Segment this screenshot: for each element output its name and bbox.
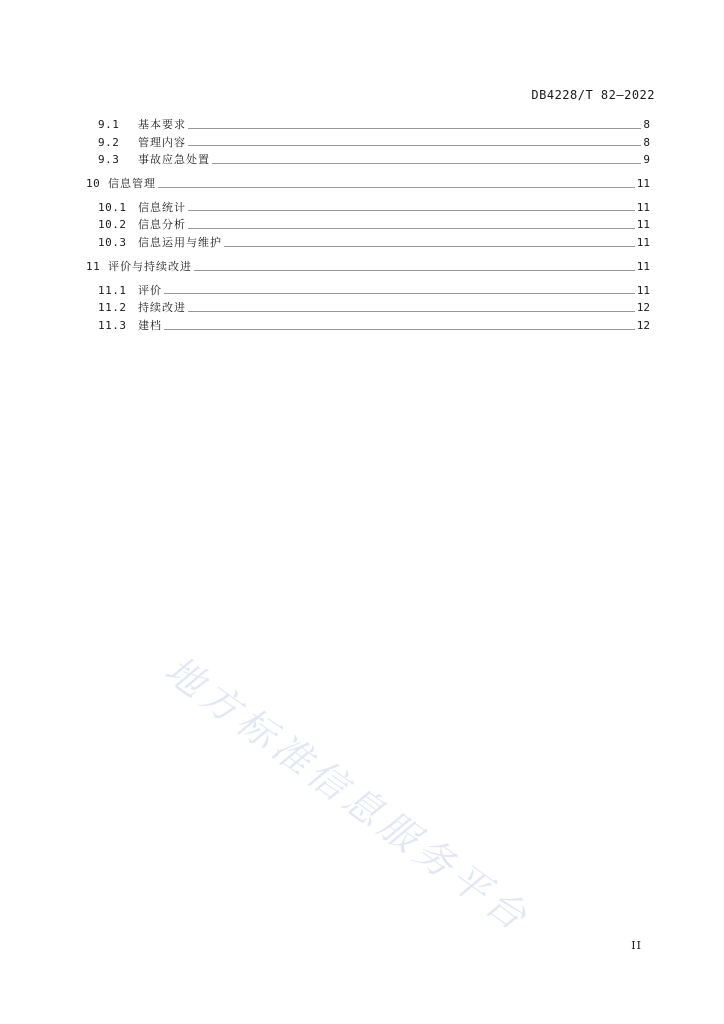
dot-leader: [188, 228, 635, 229]
toc-entry-page: 11: [636, 259, 650, 273]
toc-entry-title: 信息统计: [138, 200, 186, 214]
toc-entry[interactable]: [86, 299, 650, 317]
dot-leader: [188, 311, 635, 312]
toc-entry-title: 评价: [138, 283, 162, 297]
dot-leader: [194, 270, 635, 271]
toc-entry-number: 11.3: [98, 318, 127, 332]
dot-leader: [212, 163, 641, 164]
dot-leader: [224, 246, 635, 247]
toc-entry-title: 基本要求: [138, 118, 186, 131]
toc-entry-title: 管理内容: [138, 135, 186, 149]
toc-entry-page: 11: [636, 283, 650, 297]
dot-leader: [188, 145, 641, 146]
toc-entry-title: 信息运用与维护: [138, 236, 222, 250]
toc-entry-page: 8: [643, 118, 650, 131]
toc-entry[interactable]: [86, 134, 650, 152]
toc-entry-number: 10: [86, 177, 101, 191]
dot-leader: [188, 128, 641, 129]
toc-entry-title: 评价与持续改进: [108, 259, 192, 273]
toc-entry-page: 11: [636, 218, 650, 232]
toc-entry-number: 11.1: [98, 283, 127, 297]
toc-entry[interactable]: [86, 116, 650, 134]
dot-leader: [188, 210, 635, 211]
toc-entry[interactable]: [86, 199, 650, 217]
toc-entry-page: 8: [643, 135, 650, 149]
toc-entry-title: 持续改进: [138, 301, 186, 315]
toc-entry-page: 12: [636, 318, 650, 332]
toc-entry-number: 10.1: [98, 200, 127, 214]
table-of-contents: [86, 116, 650, 335]
toc-entry-page: 12: [636, 301, 650, 315]
toc-entry-number: 10.3: [98, 236, 127, 250]
toc-entry-page: 11: [636, 177, 650, 191]
toc-entry-number: 11: [86, 259, 101, 273]
toc-entry[interactable]: [86, 234, 650, 252]
toc-entry-title: 信息管理: [108, 177, 156, 191]
document-code: DB4228/T 82—2022: [531, 88, 655, 102]
toc-entry[interactable]: [86, 175, 650, 193]
toc-entry-page: 9: [643, 153, 650, 167]
toc-entry-title: 信息分析: [138, 218, 186, 232]
dot-leader: [158, 187, 635, 188]
toc-entry-title: 建档: [138, 318, 162, 332]
dot-leader: [164, 293, 635, 294]
toc-entry-title: 事故应急处置: [138, 153, 210, 167]
toc-entry-number: 9.3: [98, 153, 120, 167]
toc-entry-page: 11: [636, 200, 650, 214]
toc-entry-number: 9.1: [98, 118, 120, 131]
toc-entry[interactable]: [86, 317, 650, 335]
toc-entry-number: 9.2: [98, 135, 120, 149]
dot-leader: [164, 329, 635, 330]
toc-entry[interactable]: [86, 151, 650, 169]
toc-entry-number: 10.2: [98, 218, 127, 232]
watermark: 地方标准信息服务平台: [156, 647, 539, 942]
toc-entry[interactable]: [86, 258, 650, 276]
toc-entry-number: 11.2: [98, 301, 127, 315]
page-number: II: [631, 939, 642, 952]
toc-entry[interactable]: [86, 216, 650, 234]
toc-entry-page: 11: [636, 236, 650, 250]
toc-entry[interactable]: [86, 282, 650, 300]
